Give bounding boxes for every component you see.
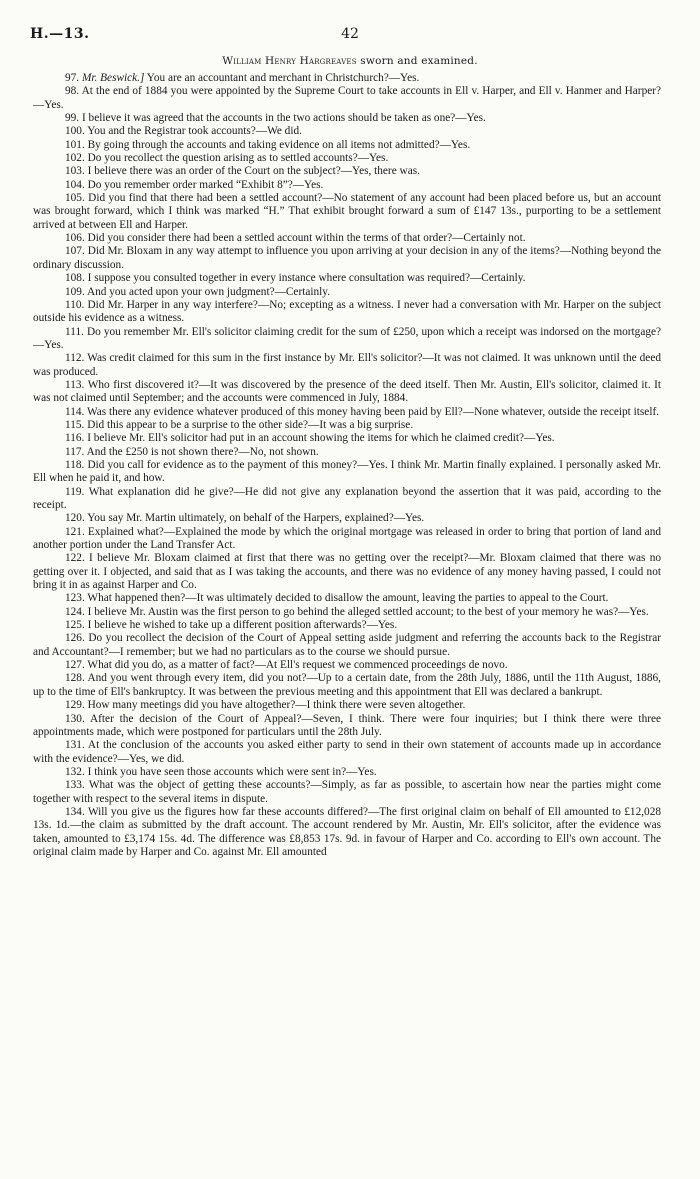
- question-120: [33, 512, 661, 525]
- question-118: [33, 459, 661, 486]
- question-text: Do you recollect the question arising as to settled accounts?—Yes.: [87, 152, 389, 165]
- question-116: [33, 432, 661, 445]
- question-122: [33, 552, 661, 592]
- question-number: 108.: [65, 272, 85, 285]
- question-131: [33, 739, 661, 766]
- question-text: And the £250 is not shown there?—No, not shown.: [86, 445, 319, 458]
- question-number: 104.: [65, 178, 85, 191]
- question-105: [33, 192, 661, 232]
- question-134: [33, 806, 661, 859]
- question-number: 127.: [65, 659, 85, 672]
- question-text: At the end of 1884 you were appointed by the Supreme Court to take accounts in Ell v. Harper, and Ell v. Hanmer and Harper?—Yes.: [33, 85, 662, 111]
- sworn-text: sworn and examined.: [360, 55, 478, 67]
- question-text: Did this appear to be a surprise to the other side?—It was a big surprise.: [87, 418, 414, 431]
- question-number: 103.: [65, 165, 85, 178]
- question-text: Did you consider there had been a settled account within the terms of that order?—Certainly not.: [87, 232, 526, 245]
- question-number: 102.: [65, 152, 85, 165]
- question-124: [33, 606, 661, 619]
- question-number: 113.: [65, 378, 85, 391]
- question-text: I believe Mr. Austin was the first person to go behind the alleged settled account; to the best of your memory he was?—Yes.: [87, 605, 649, 618]
- question-text: What happened then?—It was ultimately decided to disallow the amount, leaving the parties to appeal to the Court.: [87, 592, 609, 605]
- question-number: 125.: [65, 619, 85, 632]
- question-114: [33, 406, 661, 419]
- question-number: 129.: [65, 699, 85, 712]
- question-number: 112.: [65, 352, 85, 365]
- examiner-name: Mr. Beswick.]: [81, 72, 145, 84]
- question-text: You and the Registrar took accounts?—We did.: [87, 125, 302, 138]
- question-109: [33, 286, 661, 299]
- question-125: [33, 619, 661, 632]
- question-number: 126.: [65, 632, 85, 645]
- question-text: What explanation did he give?—He did not give any explanation beyond the assertion that it was paid, according to the receipt.: [33, 485, 661, 511]
- question-number: 132.: [65, 765, 85, 778]
- question-130: [33, 713, 661, 740]
- question-128: [33, 672, 661, 699]
- question-127: [33, 659, 661, 672]
- question-number: 106.: [65, 232, 85, 245]
- question-number: 122.: [65, 552, 85, 565]
- question-number: 97.: [65, 72, 80, 84]
- question-129: [33, 699, 661, 712]
- question-text: Will you give us the figures how far these accounts differed?—The first original claim on behalf of Ell amounted to £12,028 13s. 1d.—the claim as submitted by the draft account. The account rendered by Mr. Austin, Mr. Ell's solicitor, after the evidence was taken, amounted to £3,174 15s. 4d. The difference was £8,853 17s. 9d. in favour of Harper and Co. according to Ell's own account. The original claim made by Harper and Co. against Mr. Ell amounted: [33, 805, 661, 858]
- question-117: [33, 446, 661, 459]
- question-number: 111.: [65, 325, 84, 338]
- question-number: 105.: [65, 192, 85, 205]
- question-text: I think you have seen those accounts which were sent in?—Yes.: [87, 765, 377, 778]
- question-number: 116.: [65, 432, 85, 445]
- question-number: 114.: [65, 405, 85, 418]
- question-100: [33, 125, 661, 138]
- question-number: 120.: [65, 512, 85, 525]
- question-123: [33, 592, 661, 605]
- question-number: 123.: [65, 592, 85, 605]
- question-99: [33, 112, 661, 125]
- question-number: 121.: [65, 525, 85, 538]
- question-number: 128.: [65, 672, 85, 685]
- question-text: You are an accountant and merchant in Christchurch?—Yes.: [146, 72, 420, 84]
- question-text: You say Mr. Martin ultimately, on behalf of the Harpers, explained?—Yes.: [87, 512, 425, 525]
- question-text: Do you remember Mr. Ell's solicitor claiming credit for the sum of £250, upon which a receipt was indorsed on the mortgage?—Yes.: [33, 325, 662, 351]
- question-number: 110.: [65, 298, 85, 311]
- question-number: 99.: [65, 112, 80, 125]
- question-text: Who first discovered it?—It was discovered by the presence of the deed itself. Then Mr. Austin, Ell's solicitor, claimed it. It was not claimed until September; and the accounts were commenced in July, 1884.: [33, 378, 661, 405]
- question-number: 101.: [65, 138, 85, 151]
- question-number: 130.: [65, 712, 85, 725]
- witness-name: William Henry Hargreaves: [222, 55, 357, 67]
- question-text: I believe it was agreed that the accounts in the two actions should be taken as one?—Yes.: [81, 112, 486, 125]
- question-text: Did you call for evidence as to the payment of this money?—Yes. I think Mr. Martin finally explained. I personally asked Mr. Ell when he paid it, and how.: [33, 458, 661, 485]
- question-text: I believe Mr. Ell's solicitor had put in an account showing the items for which he claimed credit?—Yes.: [87, 432, 555, 445]
- question-113: [33, 379, 661, 406]
- question-101: [33, 139, 661, 152]
- question-119: [33, 486, 661, 513]
- question-text: After the decision of the Court of Appeal?—Seven, I think. There were four inquiries; but I think there were three appointments made, which were postponed for particulars until the 28th July.: [33, 712, 662, 738]
- question-text: By going through the accounts and taking evidence on all items not admitted?—Yes.: [87, 138, 471, 151]
- section-reference: H.—13.: [30, 26, 90, 42]
- question-text: How many meetings did you have altogether?—I think there were seven altogether.: [87, 699, 466, 712]
- question-text: Do you recollect the decision of the Court of Appeal setting aside judgment and referring the accounts back to the Registrar and Accountant?—I remember; but we had no particulars as to the course we should pursue.: [33, 632, 661, 658]
- question-102: [33, 152, 661, 165]
- page-header: [0, 26, 700, 46]
- question-103: [33, 165, 661, 178]
- question-115: [33, 419, 661, 432]
- testimony-body: [33, 72, 661, 859]
- question-text: And you went through every item, did you not?—Up to a certain date, from the 28th July, 1886, until the 11th August, 1886, up to the time of Ell's bankruptcy. It was between the previous meeting and this appointment that Ell was declared a bankrupt.: [33, 672, 661, 698]
- question-number: 118.: [65, 458, 85, 471]
- question-text: I suppose you consulted together in every instance where consultation was required?—Certainly.: [87, 272, 526, 285]
- question-text: And you acted upon your own judgment?—Certainly.: [86, 285, 331, 298]
- question-106: [33, 232, 661, 245]
- question-text: At the conclusion of the accounts you asked either party to send in their own statement of accounts made up in accordance with the evidence?—Yes, we did.: [33, 739, 661, 765]
- question-104: [33, 179, 661, 192]
- question-126: [33, 632, 661, 659]
- question-121: [33, 526, 661, 553]
- question-text: I believe he wished to take up a different position afterwards?—Yes.: [87, 619, 398, 632]
- page-number: 42: [341, 26, 359, 42]
- question-98: [33, 85, 661, 112]
- question-108: [33, 272, 661, 285]
- question-111: [33, 326, 661, 353]
- question-132: [33, 766, 661, 779]
- question-text: Did Mr. Harper in any way interfere?—No; excepting as a witness. I never had a conversation with Mr. Harper on the subject outside his evidence as a witness.: [33, 298, 661, 325]
- question-text: Was credit claimed for this sum in the first instance by Mr. Ell's solicitor?—It was not claimed. It was unknown until the deed was produced.: [33, 352, 661, 378]
- question-112: [33, 352, 661, 379]
- question-text: Was there any evidence whatever produced of this money having been paid by Ell?—None whatever, outside the receipt itself.: [86, 405, 660, 418]
- question-number: 107.: [65, 245, 85, 258]
- question-text: Did you find that there had been a settled account?—No statement of any account had been placed before us, but an account was brought forward, which I think was marked “H.” That exhibit brought forward a sum of £147 13s., purporting to be a settlement arrived at between Ell and Harper.: [33, 192, 661, 231]
- question-number: 109.: [65, 285, 85, 298]
- question-133: [33, 779, 661, 806]
- question-text: What was the object of getting these accounts?—Simply, as far as possible, to ascertain how near the parties might come together with respect to the several items in dispute.: [33, 779, 661, 805]
- question-107: [33, 245, 661, 272]
- question-text: I believe Mr. Bloxam claimed at first that there was no getting over the receipt?—Mr. Bloxam claimed that there was no getting over it. I objected, and said that as I was taking the accounts, and there was no evidence of any money having passed, I could not bring it in as against Harper and Co.: [33, 552, 661, 592]
- question-number: 134.: [65, 805, 85, 818]
- question-97: [33, 72, 661, 85]
- question-text: Do you remember order marked “Exhibit 8”?—Yes.: [87, 178, 324, 191]
- question-number: 115.: [65, 418, 85, 431]
- question-number: 98.: [65, 85, 80, 98]
- question-110: [33, 299, 661, 326]
- question-text: Explained what?—Explained the mode by which the original mortgage was released in order to bring that portion of land and another portion under the Land Transfer Act.: [33, 525, 661, 552]
- question-text: I believe there was an order of the Court on the subject?—Yes, there was.: [87, 165, 420, 178]
- question-number: 124.: [65, 605, 85, 618]
- question-number: 100.: [65, 125, 85, 138]
- question-number: 133.: [65, 779, 85, 792]
- question-number: 117.: [65, 445, 85, 458]
- question-number: 131.: [65, 739, 85, 752]
- witness-heading: [0, 55, 700, 67]
- question-text: What did you do, as a matter of fact?—At Ell's request we commenced proceedings de novo.: [87, 659, 508, 672]
- question-text: Did Mr. Bloxam in any way attempt to influence you upon arriving at your decision in any of the items?—Nothing beyond the ordinary discussion.: [33, 245, 661, 271]
- question-number: 119.: [65, 485, 85, 498]
